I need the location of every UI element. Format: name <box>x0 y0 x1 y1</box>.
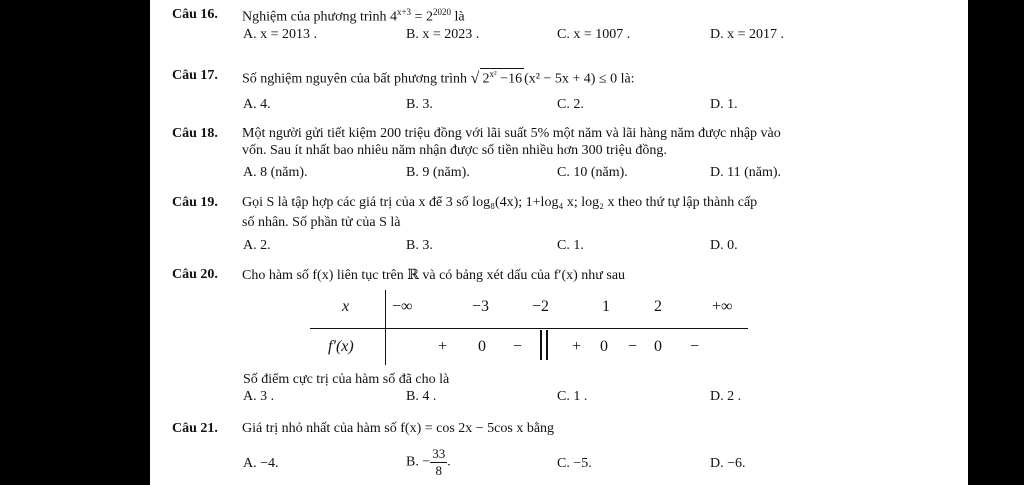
option-d[interactable]: D. x = 2017 . <box>710 27 785 42</box>
undefined-double-bar <box>546 330 548 360</box>
question-label: Câu 19. <box>172 195 218 210</box>
sign-value: − <box>628 338 638 355</box>
option-d[interactable]: D. 2 . <box>710 389 742 404</box>
question-label: Câu 17. <box>172 68 218 83</box>
option-a[interactable]: A. 3 . <box>243 389 275 404</box>
option-d[interactable]: D. −6. <box>710 456 746 471</box>
option-a[interactable]: A. x = 2013 . <box>243 27 318 42</box>
option-a[interactable]: A. 2. <box>243 238 271 253</box>
option-b[interactable]: B. 9 (năm). <box>406 165 470 180</box>
question-text: Giá trị nhỏ nhất của hàm số f(x) = cos 2x − 5cos x bằng <box>242 421 555 436</box>
question-label: Câu 18. <box>172 126 218 141</box>
square-root: √ $2^{x^2} -16$ <box>470 69 523 87</box>
sign-table <box>310 290 748 365</box>
x-value: 2 <box>654 298 662 315</box>
question-text: Cho hàm số f(x) liên tục trên ℝ và có bảng xét dấu của f′(x) như sau <box>242 268 626 283</box>
table-divider-horizontal <box>310 328 748 329</box>
option-d[interactable]: D. 0. <box>710 238 738 253</box>
option-c[interactable]: C. 1 . <box>557 389 588 404</box>
right-black-border <box>968 0 1024 485</box>
option-c[interactable]: C. −5. <box>557 456 592 471</box>
sign-value: + <box>438 338 448 355</box>
question-text: Một người gửi tiết kiệm 200 triệu đồng với lãi suất 5% một năm và lãi hàng năm được nhập vào vốn. Sau ít nhất bao nhiêu năm nhận được số tiền nhiều hơn 300 triệu đồng. <box>242 126 781 158</box>
option-d[interactable]: D. 1. <box>710 97 738 112</box>
sign-value: 0 <box>600 338 608 355</box>
sign-value: 0 <box>478 338 486 355</box>
sign-value: − <box>513 338 523 355</box>
question-label: Câu 21. <box>172 421 218 436</box>
option-b[interactable]: B. 4 . <box>406 389 437 404</box>
sign-value: − <box>690 338 700 355</box>
x-value: 1 <box>602 298 610 315</box>
option-b[interactable]: B. 3. <box>406 97 433 112</box>
option-c[interactable]: C. 1. <box>557 238 584 253</box>
question-label: Câu 20. <box>172 267 218 282</box>
option-a[interactable]: A. −4. <box>243 456 279 471</box>
x-value: −∞ <box>392 298 413 315</box>
option-c[interactable]: C. 10 (năm). <box>557 165 628 180</box>
left-black-border <box>0 0 150 485</box>
option-c[interactable]: C. x = 1007 . <box>557 27 631 42</box>
option-d[interactable]: D. 11 (năm). <box>710 165 782 180</box>
fraction: $\frac{33}{8}$ <box>432 446 446 478</box>
option-b[interactable]: B. 3. <box>406 238 433 253</box>
table-divider-vertical <box>385 290 386 365</box>
question-label: Câu 16. <box>172 7 218 22</box>
question-text: Số nghiệm nguyên của bất phương trình √ $2^{x^2} -16$ (x² − 5x + 4) ≤ 0 là: <box>242 69 635 87</box>
sign-value: + <box>572 338 582 355</box>
x-value: +∞ <box>712 298 733 315</box>
x-value: −2 <box>532 298 550 315</box>
q20-followup: Số điểm cực trị của hàm số đã cho là <box>243 372 450 387</box>
row-head-derivative: f′(x) <box>328 338 354 355</box>
option-b[interactable]: B. x = 2023 . <box>406 27 480 42</box>
option-c[interactable]: C. 2. <box>557 97 584 112</box>
undefined-double-bar <box>540 330 542 360</box>
option-b[interactable]: B. − $\frac{33}{8}$ . <box>406 446 451 478</box>
sign-value: 0 <box>654 338 662 355</box>
option-a[interactable]: A. 4. <box>243 97 271 112</box>
question-text: Nghiệm của phương trình $4^{x+3} = 2^{2020}$ là <box>242 7 465 25</box>
row-head-x: x <box>342 298 350 315</box>
option-a[interactable]: A. 8 (năm). <box>243 165 308 180</box>
question-text: Gọi S là tập hợp các giá trị của x để 3 số log₈(4x); 1+log₄ x; log₂ x theo thứ tự lập thành cấp số nhân. Số phần tử của S là <box>242 195 758 230</box>
x-value: −3 <box>472 298 490 315</box>
